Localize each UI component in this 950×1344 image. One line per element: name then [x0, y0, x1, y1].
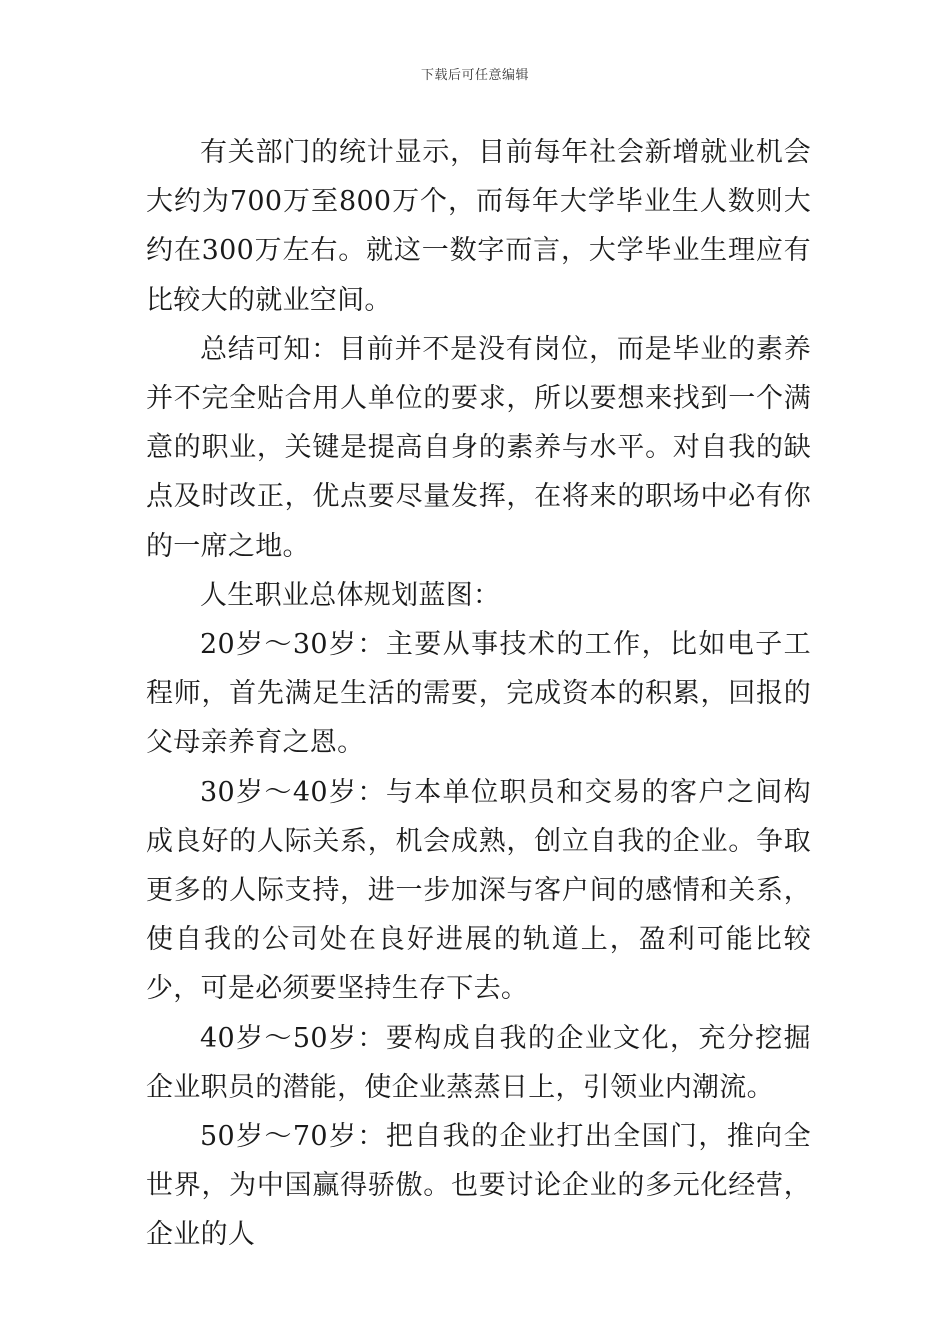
paragraph-age-40-50: 40岁～50岁：要构成自我的企业文化，充分挖掘企业职员的潜能，使企业蒸蒸日上，引领业内潮流。: [146, 1022, 811, 1103]
paragraph-age-30-40: 30岁～40岁：与本单位职员和交易的客户之间构成良好的人际关系，机会成熟，创立自我的企业。争取更多的人际支持，进一步加深与客户间的感情和关系，使自我的公司处在良好进展的轨道上，盈利可能比较少，可是必须要坚持生存下去。: [146, 776, 811, 1005]
paragraph-blueprint-heading: 人生职业总体规划蓝图：: [200, 579, 501, 611]
paragraph-age-20-30: 20岁～30岁：主要从事技术的工作，比如电子工程师，首先满足生活的需要，完成资本的积累，回报的父母亲养育之恩。: [146, 629, 811, 759]
paragraph-age-50-70: 50岁～70岁：把自我的企业打出全国门，推向全世界，为中国赢得骄傲。也要讨论企业的多元化经营，企业的人: [146, 1121, 811, 1251]
document-body: [146, 128, 811, 1260]
page-header: 下载后可任意编辑: [420, 68, 529, 83]
paragraph-employment-stats: 有关部门的统计显示，目前每年社会新增就业机会大约为700万至800万个，而每年大学毕业生人数则大约在300万左右。就这一数字而言，大学毕业生理应有比较大的就业空间。: [146, 137, 811, 316]
paragraph-conclusion: 总结可知：目前并不是没有岗位，而是毕业的素养并不完全贴合用人单位的要求，所以要想来找到一个满意的职业，关键是提高自身的素养与水平。对自我的缺点及时改正，优点要尽量发挥，在将来的职场中必有你的一席之地。: [146, 333, 811, 562]
